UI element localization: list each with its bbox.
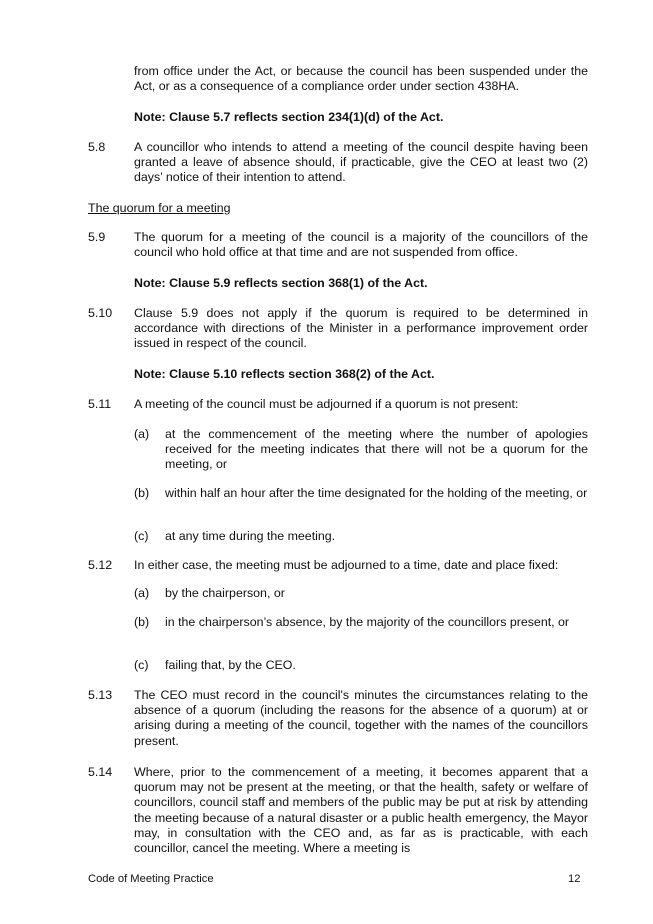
clause-number: 5.8 [88,140,106,154]
item-label: (a) [134,586,150,600]
footer-title: Code of Meeting Practice [88,873,214,885]
clause-5-13 [88,688,588,749]
clause-number: 5.9 [88,230,106,244]
clause-5-8 [88,140,588,186]
clause-text: Clause 5.9 does not apply if the quorum is required to be determined in accordance with directions of the Minister in a performance improvement order issued in respect of the council. [134,306,588,351]
clause-text: In either case, the meeting must be adjourned to a time, date and place fixed: [134,558,559,572]
clause-5-12-item-a [134,586,588,601]
clause-5-11-item-b [134,486,588,501]
item-text: at any time during the meeting. [165,529,336,543]
item-text: at the commencement of the meeting where the number of apologies received for the meeting indicates that there will not be a quorum for the meeting, or [165,427,588,472]
clause-number: 5.14 [88,765,113,779]
clause-5-12-item-b [134,615,588,630]
footer-page-number: 12 [568,873,581,885]
clause-number: 5.10 [88,306,113,320]
note-clause-5-9: Note: Clause 5.9 reflects section 368(1) of the Act. [134,276,428,290]
clause-5-11 [88,397,588,412]
note-clause-5-7: Note: Clause 5.7 reflects section 234(1)(d) of the Act. [134,110,444,124]
item-label: (a) [134,427,150,441]
clause-number: 5.13 [88,688,113,702]
clause-5-12-item-c [134,658,588,673]
clause-number: 5.11 [88,397,112,411]
item-label: (c) [134,529,149,543]
clause-5-7-continuation: from office under the Act, or because the council has been suspended under the Act, or as a consequence of a compliance order under section 438HA. [134,64,588,94]
clause-text: A meeting of the council must be adjourned if a quorum is not present: [134,397,519,411]
item-text: failing that, by the CEO. [165,658,296,672]
item-label: (c) [134,658,149,672]
clause-5-14 [88,765,588,856]
note-clause-5-10: Note: Clause 5.10 reflects section 368(2) of the Act. [134,367,435,381]
clause-text: The quorum for a meeting of the council is a majority of the councillors of the council who hold office at that time and are not suspended from office. [134,230,588,260]
item-text: in the chairperson’s absence, by the majority of the councillors present, or [165,615,570,629]
clause-text: The CEO must record in the council's minutes the circumstances relating to the absence of a quorum (including the reasons for the absence of a quorum) at or arising during a meeting of the council, together with the names of the councillors present. [134,688,588,748]
clause-5-10 [88,306,588,352]
clause-5-12 [88,558,588,573]
clause-number: 5.12 [88,558,113,572]
item-label: (b) [134,486,150,500]
item-text: by the chairperson, or [165,586,285,600]
item-label: (b) [134,615,150,629]
clause-text: Where, prior to the commencement of a meeting, it becomes apparent that a quorum may not be present at the meeting, or that the health, safety or welfare of councillors, council staff and members of the public may be put at risk by attending the meeting because of a natural disaster or a public health emergency, the Mayor may, in consultation with the CEO and, as far as is practicable, with each councillor, cancel the meeting. Where a meeting is [134,765,588,856]
item-text: within half an hour after the time designated for the holding of the meeting, or [165,486,588,500]
clause-5-11-item-a [134,427,588,473]
clause-5-9 [88,230,588,260]
section-heading-quorum: The quorum for a meeting [88,201,231,215]
clause-text: A councillor who intends to attend a meeting of the council despite having been granted a leave of absence should, if practicable, give the CEO at least two (2) days’ notice of their intention to attend. [134,140,588,185]
clause-5-11-item-c [134,529,588,544]
